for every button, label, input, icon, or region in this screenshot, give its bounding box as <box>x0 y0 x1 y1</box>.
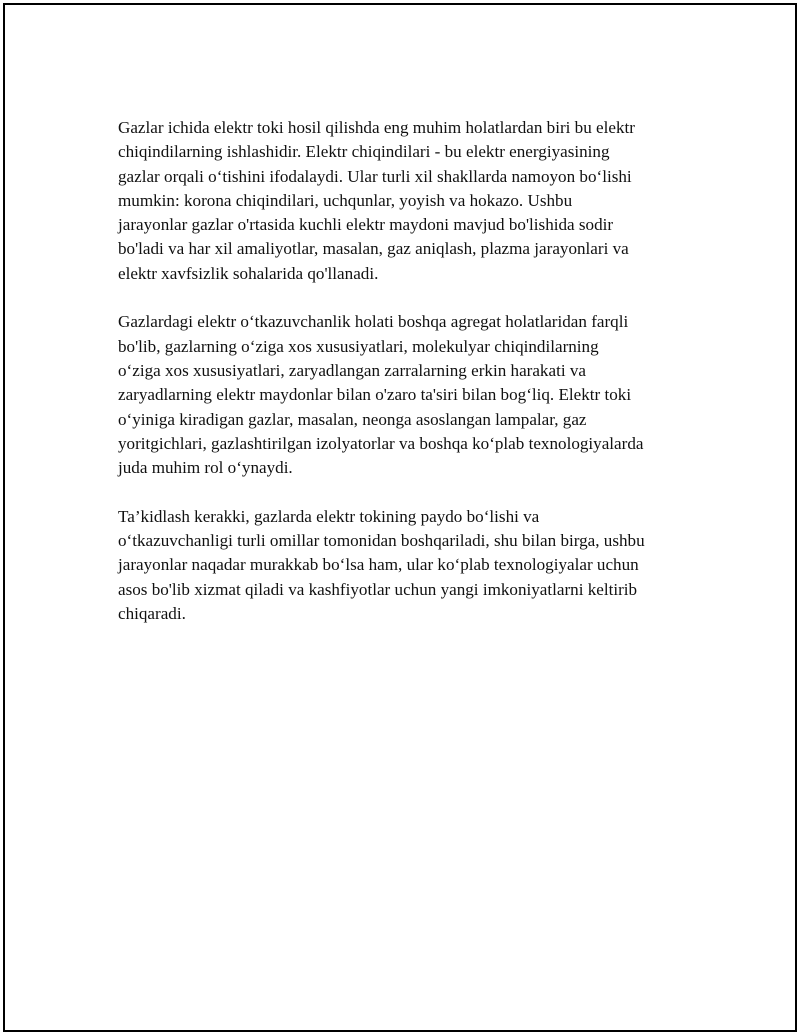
document-body <box>118 116 696 651</box>
paragraph-3: Ta’kidlash kerakki, gazlarda elektr tokining paydo bo‘lishi va o‘tkazuvchanligi turli omillar tomonidan boshqariladi, shu bilan birga, ushbu jarayonlar naqadar murakkab bo‘lsa ham, ular ko‘plab texnologiyalar uchun asos bo'lib xizmat qiladi va kashfiyotlar uchun yangi imkoniyatlarni keltirib chiqaradi. <box>118 506 645 623</box>
paragraph-2: Gazlardagi elektr o‘tkazuvchanlik holati boshqa agregat holatlaridan farqli bo'lib, gazlarning o‘ziga xos xususiyatlari, molekulyar chiqindilarning o‘ziga xos xususiyatlari, zaryadlangan zarralarning erkin harakati va zaryadlarning elektr maydonlar bilan o'zaro ta'siri bilan bog‘liq. Elektr toki o‘yiniga kiradigan gazlar, masalan, neonga asoslangan lampalar, gaz yoritgichlari, gazlashtirilgan izolyatorlar va boshqa ko‘plab texnologiyalarda juda muhim rol o‘ynaydi. <box>118 312 644 478</box>
paragraph-1: Gazlar ichida elektr toki hosil qilishda eng muhim holatlardan biri bu elektr chiqindilarning ishlashidir. Elektr chiqindilari - bu elektr energiyasining gazlar orqali o‘tishini ifodalaydi. Ular turli xil shakllarda namoyon bo‘lishi mumkin: korona chiqindilari, uchqunlar, yoyish va hokazo. Ushbu jarayonlar gazlar o'rtasida kuchli elektr maydoni mavjud bo'lishida sodir bo'ladi va har xil amaliyotlar, masalan, gaz aniqlash, plazma jarayonlari va elektr xavfsizlik sohalarida qo'llanadi. <box>118 118 635 283</box>
